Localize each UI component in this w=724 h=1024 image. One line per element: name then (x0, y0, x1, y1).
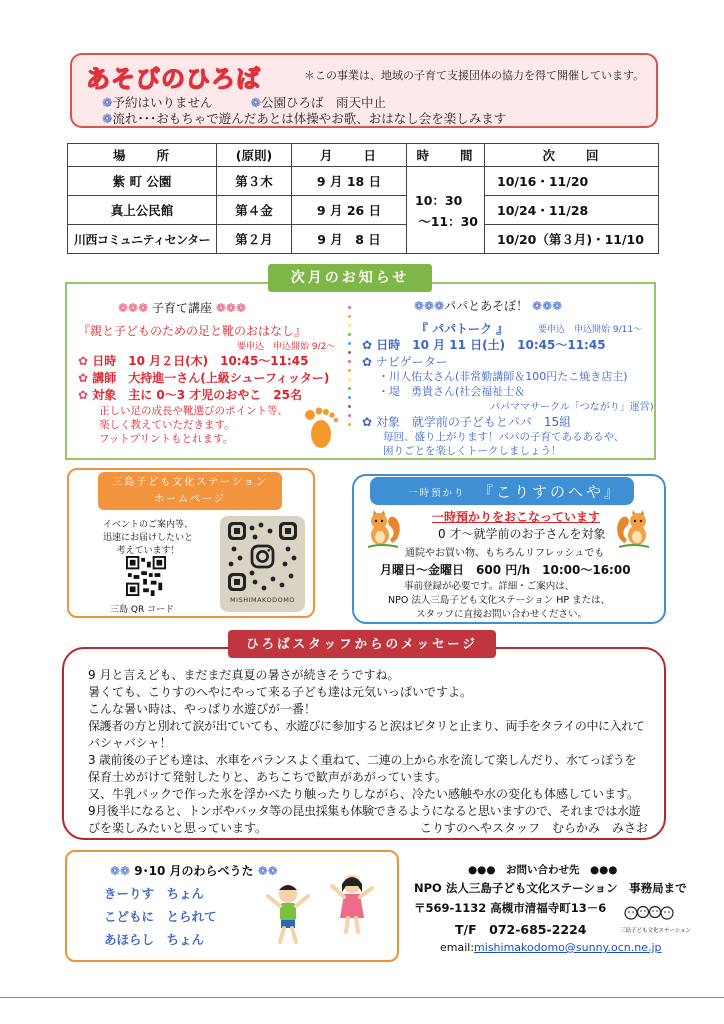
risu-room-tab (370, 477, 634, 505)
flow-text: 流れ･･･おもちゃで遊んだあとは体操やお歌、おはなし会を楽しみます (112, 111, 507, 126)
flower-icon: ❁❁❁ (532, 299, 563, 313)
place-cell: 紫 町 公園 (68, 167, 217, 196)
risu-line-2: 0 才～就学前のお子さんを対象 (438, 527, 606, 541)
course-desc-1: 正しい足の成長や靴選びのポイント等、 (99, 405, 288, 417)
squirrel-icon (364, 509, 402, 549)
course-lecturer-text: 講師 大持進一さん(上級シューフィッター) (92, 371, 330, 385)
message-tab: ひろばスタッフからのメッセージ (228, 630, 496, 658)
course-heading-text: 子育て講座 (152, 301, 213, 315)
papa-navigator-text: ナビゲーター (375, 355, 448, 369)
message-line: 保育士めがけて発射したりと、あちこちで歓声があがっています。 (88, 770, 447, 784)
logo-caption: 三島子ども文化ステーション (620, 928, 692, 934)
place-cell: 真上公民館 (68, 196, 217, 225)
flower-icon: ❁ (102, 111, 113, 126)
next-cell: 10/24・11/28 (485, 196, 659, 225)
notice-tab: 次月のお知らせ (268, 264, 432, 292)
message-line: 3 歳前後の子ども達は、水車をバランスよく重ねて、二連の上から水を流して楽しんだり、水てっぽうを (88, 753, 637, 767)
risu-tab-small: 一時預かり (408, 488, 466, 499)
message-line: 又、牛乳パックで作った氷を浮かべたり触ったりしながら、冷たい感触や水の変化も体感しています。 (88, 787, 640, 801)
children-illustration (262, 866, 382, 946)
table-row (68, 196, 659, 225)
papa-date (362, 336, 606, 353)
course-desc-3: フットプリントもとれます。 (99, 433, 234, 445)
course-heading (118, 299, 246, 316)
table-row (68, 167, 659, 196)
bottom-rule (0, 997, 724, 998)
hp-text-3: 考えています！ (116, 546, 180, 556)
flower-icon: ✿ (78, 354, 89, 368)
column-header: (原則) (217, 144, 292, 167)
organization-logo (623, 905, 675, 925)
instagram-qr-card[interactable] (220, 516, 305, 612)
header-line-2 (102, 109, 506, 127)
risu-line-5: 事前登録が必要です。詳細・ご案内は、 (404, 581, 575, 592)
risu-line-1: 一時預かりをおこなっています (432, 510, 601, 524)
course-title: 『親と子どものための足と靴のおはなし』 (78, 324, 307, 338)
course-desc-2: 楽しく教えていただきます。 (99, 419, 235, 431)
park-rain-text: 公園ひろば 雨天中止 (260, 95, 386, 110)
course-date (78, 352, 309, 369)
time-start: 10：30 (415, 192, 463, 208)
papa-heading (414, 297, 562, 314)
instagram-handle: MISHIMAKODOMO (230, 596, 295, 604)
column-header: 月 日 (292, 144, 407, 167)
date-cell: 9 月 8 日 (292, 225, 407, 254)
course-lecturer (78, 369, 329, 386)
date-cell: 9 月 26 日 (292, 196, 407, 225)
papa-target (362, 413, 571, 430)
next-cell: 10/20（第３月)・11/10 (485, 225, 659, 254)
flower-icon: ✿ (362, 415, 373, 429)
squirrel-icon (615, 509, 653, 549)
rule-cell: 第３木 (217, 167, 292, 196)
risu-line-7: スタッフに直接お問い合わせください。 (416, 609, 588, 620)
flower-icon: ❁ (102, 95, 113, 110)
papa-heading-text: パパとあそぼ！ (444, 299, 529, 313)
column-header: 場 所 (68, 144, 217, 167)
flower-icon: ❁❁ (110, 864, 131, 878)
message-line: 9月後半になると、トンボやバッタ等の昆虫採集も体験できるようになると思いますので、それまでは水遊 (88, 804, 641, 818)
hp-text-1: イベントのご案内等、 (102, 520, 193, 530)
flower-icon: ❁❁ (257, 864, 278, 878)
flower-icon: ✿ (362, 355, 373, 369)
place-cell: 川西コミュニティセンター (68, 225, 217, 254)
message-line: 暑くても、こりすのへやにやって来る子ども達は元気いっぱいですよ。 (88, 685, 473, 699)
contact-tel: T/F 072-685-2224 (455, 922, 587, 937)
course-date-text: 日時 10 月２日(木) 10:45～11:45 (92, 354, 309, 368)
contact-email (440, 941, 662, 954)
next-cell: 10/16・11/20 (485, 167, 659, 196)
message-signature: こりすのへやスタッフ むらかみ みさお (420, 821, 649, 835)
risu-line-3: 通院やお買い物、もちろんリフレッシュでも (405, 548, 605, 559)
column-header: 次 回 (485, 144, 659, 167)
email-link[interactable]: mishimakodomo@sunny.ocn.ne.jp (474, 941, 662, 954)
course-target-text: 対象 主に 0～3 才児のおやこ 25名 (92, 388, 303, 402)
table-header-row (68, 144, 659, 167)
papa-reserve: 要申込 申込開始 9/11～ (538, 325, 643, 335)
warabe-line-2: こどもに とられて (104, 909, 217, 924)
rule-cell: 第２月 (217, 225, 292, 254)
course-target (78, 386, 302, 403)
risu-line-4: 月曜日～金曜日 600 円/h 10:00～16:00 (380, 563, 631, 577)
flower-icon: ✿ (78, 388, 89, 402)
papa-target-text: 対象 就学前の子どもとパパ 15組 (375, 415, 572, 429)
contact-org: NPO 法人三島子ども文化ステーション 事務局まで (414, 881, 687, 895)
flower-icon: ❁ (250, 95, 261, 110)
papa-date-text: 日時 10 月 11 日(土) 10:45～11:45 (376, 338, 606, 352)
papa-desc-1: 毎回、盛り上がります！パパの子育てあるあるや、 (383, 431, 625, 443)
time-end: ～11：30 (418, 213, 478, 229)
papa-nav-1: ・川人佑太さん(非常勤講師＆100円たこ焼き店主) (378, 370, 628, 383)
email-label: email: (440, 941, 475, 954)
homepage-tab-line-1: 三島子ども文化ステーション (112, 477, 268, 488)
contact-heading: ●●● お問い合わせ先 ●●● (468, 864, 618, 876)
flower-icon: ❁❁❁ (118, 301, 149, 315)
footprint-icon (298, 404, 340, 450)
header-banner (70, 53, 658, 128)
rule-cell: 第４金 (217, 196, 292, 225)
flower-icon: ❁❁❁ (414, 299, 445, 313)
message-line: 保護者の方と別れて涙が出ていても、水遊びに参加すると涙はピタリと止まり、両手をタライの中に入れて (88, 719, 645, 733)
papa-nav-3: パパママサークル「つながり」運営) (490, 402, 654, 413)
schedule-table (67, 143, 659, 254)
message-line: バシャバシャ！ (88, 736, 172, 750)
time-cell (407, 167, 485, 254)
papa-nav-2: ・堤 勇貴さん(社会福祉士＆ (378, 385, 526, 398)
papa-title: 『 パパトーク 』 (416, 322, 509, 336)
course-reserve: 要申込 申込開始 9/2～ (237, 342, 336, 352)
message-line: 9 月と言えども、まだまだ真夏の暑さが続きそうですね。 (88, 668, 400, 682)
papa-desc-2: 困りごとを楽しくトークしましょう！ (383, 445, 562, 457)
header-note: ＊この事業は、地域の子育て支援団体の協力を得て開催しています。 (304, 69, 645, 82)
instagram-qr-code (228, 522, 297, 591)
qr-caption: 三島 QR コード (110, 605, 175, 615)
homepage-tab (98, 472, 282, 510)
page-title: あそびのひろば (86, 65, 261, 93)
warabe-line-1: きーりす ちょん (104, 886, 205, 901)
column-header: 時 間 (407, 144, 485, 167)
qr-code-icon[interactable] (126, 556, 166, 596)
flower-icon: ❁❁❁ (215, 301, 247, 315)
date-cell: 9 月 18 日 (292, 167, 407, 196)
warabe-heading-text: 9･10 月のわらべうた (134, 864, 254, 878)
hp-text-2: 迅速にお届けしたいと (102, 533, 193, 543)
warabe-heading (110, 862, 278, 879)
risu-line-6: NPO 法人三島子ども文化ステーション HP または、 (388, 595, 611, 606)
message-line: こんな暑い時は、やっぱり水遊びが一番！ (88, 702, 317, 716)
flower-icon: ✿ (78, 371, 89, 385)
divider-dots (348, 306, 352, 432)
table-row (68, 225, 659, 254)
warabe-line-3: あほらし ちょん (104, 932, 205, 947)
homepage-tab-line-2: ホームページ (154, 494, 226, 505)
flower-icon: ✿ (362, 338, 373, 352)
no-reservation-text: 予約はいりません (112, 95, 213, 110)
contact-address: 〒569-1132 高槻市清福寺町13－6 (414, 901, 607, 915)
message-line: びを楽しみたいと思っています。 (88, 821, 268, 835)
risu-tab-title: 『こりすのへや』 (478, 483, 623, 501)
